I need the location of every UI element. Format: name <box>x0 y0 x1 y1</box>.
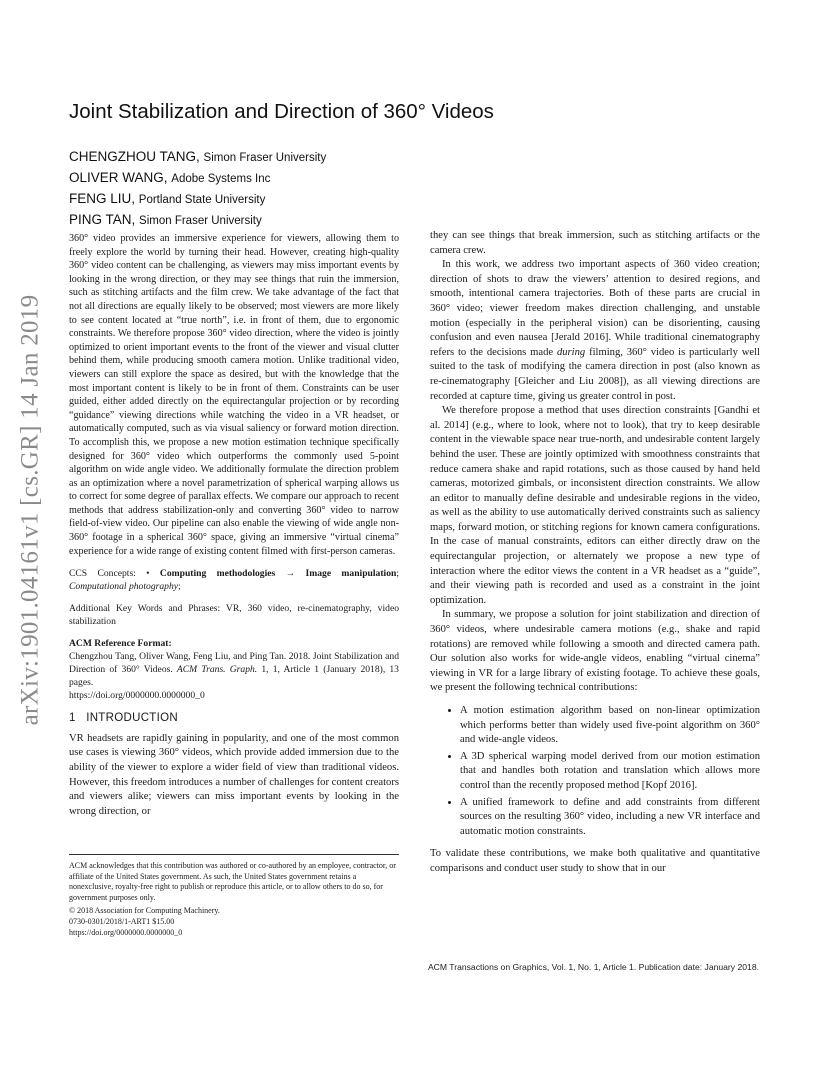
left-column <box>69 232 399 819</box>
acm-reference-text: Chengzhou Tang, Oliver Wang, Feng Liu, and Ping Tan. 2018. Joint Stabilization and Direction of 360° Videos. <box>69 651 399 676</box>
acm-reference-doi[interactable]: https://doi.org/0000000.0000000_0 <box>69 690 205 702</box>
paragraph: they can see things that break immersion, such as stitching artifacts or the camera crew. <box>430 230 760 256</box>
ccs-prefix: CCS Concepts: • <box>69 568 150 580</box>
page-footer: ACM Transactions on Graphics, Vol. 1, No. 1, Article 1. Publication date: January 2018. <box>427 962 759 972</box>
ccs-main: Computing methodologies → Image manipulation <box>159 568 397 580</box>
acm-reference-text2: 1, 1, Article 1 (January 2018), 13 pages. <box>69 664 399 689</box>
paragraph: We therefore propose a method that uses direction constraints [Gandhi et al. 2014] (e.g., where to look, where not to look), that try to keep desirable content in the viewable space near true-north, and undesirable content largely behind the user. These are jointly optimized with smoothness constraints that reduce camera shake and rapid rotations, such as those caused by hand held cameras, motorized gimbals, or inconsistent direction constraints. We allow an editor to manually define desirable and undesirable regions in the video, as well as the ability to use automatically derived constraints such as saliency maps, forward motion, or stitching regions for known camera configurations. In the case of manual constraints, editors can either directly draw on the equirectangular projection, or alternately we propose a new type of interaction where the editor views the content in a VR headset as a “guide”, and their viewing path is recorded and used as a constraint in the joint optimization. <box>430 405 760 606</box>
ccs-concepts <box>69 567 399 593</box>
paragraph-text: In this work, we address two important aspects of 360 video creation; direction of shots to draw the viewers’ attention to desired regions, and smooth, intentional camera trajectories. Both of these parts are crucial in 360° video; viewer freedom makes direction challenging, and unstable motion (especially in the peripheral vision) can be disorienting, causing confusion and even nausea [Jerald 2016]. While traditional cinematography refers to the decisions made <box>430 259 760 358</box>
ccs-end: ; <box>178 581 181 593</box>
list-item: • A unified framework to define and add constraints from different sources on the resulting 360° video, including a new VR interface and automatic motion constraints. <box>460 796 760 840</box>
intro-paragraph: VR headsets are rapidly gaining in popularity, and one of the most common use cases is viewing 360° videos, which provide added immersion due to the ability of the viewer to explore a wider field of view than traditional videos. However, this freedom introduces a number of challenges for content creators and viewers alike; viewers can miss important events by looking in the wrong direction, or <box>69 732 399 817</box>
keywords: Additional Key Words and Phrases: VR, 360 video, re-cinematography, video stabilization <box>69 603 399 628</box>
issn-line: 0730-0301/2018/1-ART1 $15.00 <box>69 916 175 926</box>
copyright-line: © 2018 Association for Computing Machinery. <box>69 906 220 916</box>
paragraph: To validate these contributions, we make both qualitative and quantitative comparisons and conduct user study to show that in our <box>430 848 760 874</box>
right-column <box>430 229 760 877</box>
paper-title: Joint Stabilization and Direction of 360° Videos <box>69 100 494 123</box>
copyright-footnote <box>69 854 399 941</box>
author-affiliation: Simon Fraser University <box>139 215 262 227</box>
author-affiliation: Simon Fraser University <box>203 152 327 164</box>
author-3 <box>69 189 326 210</box>
author-name: FENG LIU, <box>69 191 136 206</box>
list-item: • A 3D spherical warping model derived from our motion estimation that and handles both rotation and translation which allows more control than the recently proposed method [Kopf 2016]. <box>460 750 760 794</box>
contribution-list <box>430 704 760 839</box>
section-heading <box>69 712 399 726</box>
author-2 <box>69 168 326 189</box>
abstract <box>69 232 399 702</box>
ccs-sub: Computational photography <box>69 581 178 593</box>
arxiv-stamp <box>8 290 52 730</box>
author-1 <box>69 147 326 168</box>
section-title: INTRODUCTION <box>86 712 178 725</box>
author-affiliation: Portland State University <box>138 194 266 206</box>
author-name: OLIVER WANG, <box>69 170 168 185</box>
acm-reference <box>69 637 399 702</box>
ccs-sep: ; <box>396 568 399 580</box>
section-number: 1 <box>69 712 76 725</box>
footnote-acknowledgement: ACM acknowledges that this contribution was authored or co-authored by an employee, contractor, or affiliate of the United States government. As such, the United States government retains a nonexclusive, royalty-free right to publish or reproduce this article, or to allow others to do so, for government purposes only. <box>69 861 396 902</box>
author-name: CHENGZHOU TANG, <box>69 149 200 164</box>
list-item: • A motion estimation algorithm based on non-linear optimization which performs better than widely used five-point algorithm on 360° and wide-angle videos. <box>460 704 760 748</box>
author-4 <box>69 210 326 231</box>
paragraph-emphasis: during <box>556 346 586 358</box>
arxiv-stamp-text: arXiv:1901.04161v1 [cs.GR] 14 Jan 2019 <box>16 294 44 726</box>
doi-link[interactable]: https://doi.org/0000000.0000000_0 <box>69 927 183 937</box>
author-name: PING TAN, <box>69 212 136 227</box>
acm-reference-heading: ACM Reference Format: <box>69 638 172 650</box>
author-affiliation: Adobe Systems Inc <box>171 173 271 185</box>
footnote-copyright <box>69 906 399 938</box>
paragraph <box>430 258 760 404</box>
paragraph-text: filming, 360° video is particularly well suited to the task of modifying the camera direction in post (also known as re-cinematography [Gleicher and Liu 2008]), as all viewing directions are recorded at capture time, giving us greater control in post. <box>430 346 760 402</box>
abstract-text: 360° video provides an immersive experience for viewers, allowing them to freely explore the world by turning their head. However, creating high-quality 360° video content can be challenging, as viewers may miss important events by looking in the wrong direction, or they may see things that ruin the immersion, such as stitching artifacts and the film crew. We take advantage of the fact that not all directions are equally likely to be observed; most viewers are more likely to see content located at “true north”, i.e. in front of them, due to ergonomic constraints. We therefore propose 360° video direction, where the video is jointly optimized to orient important events to the front of the viewer and visual clutter behind them, while producing smooth camera motion. Unlike traditional video, viewers can still explore the space as desired, but with the knowledge that the most important content is likely to be in front of them. Constraints can be user guided, either added directly on the equirectangular projection or by recording “guidance” viewing directions while watching the video in a VR headset, or automatically computed, such as via visual saliency or forward motion direction. To accomplish this, we propose a new motion estimation technique specifically designed for 360° video which outperforms the commonly used 5-point algorithm on wide angle video. We additionally formulate the direction problem as an optimization where a novel parametrization of spherical warping allows us to correct for some degree of parallax effects. We compare our approach to recent methods that address stabilization-only and converting 360° video to narrow field-of-view video. Our pipeline can also enable the viewing of wide angle non-360° footage in a spherical 360° space, giving an immersive “virtual cinema” experience for a wide range of existing content filmed with first-person cameras. <box>69 233 399 557</box>
paragraph: In summary, we propose a solution for joint stabilization and direction of 360° videos, where undesirable camera motions (e.g., shake and rapid rotations) are removed while following a smooth and directed camera path. Our solution also works for wide-angle videos, enabling “virtual cinema” viewing in VR for a large library of existing footage. To achieve these goals, we present the following technical contributions: <box>430 609 760 694</box>
author-list <box>69 147 326 231</box>
acm-reference-journal: ACM Trans. Graph. <box>176 664 258 676</box>
